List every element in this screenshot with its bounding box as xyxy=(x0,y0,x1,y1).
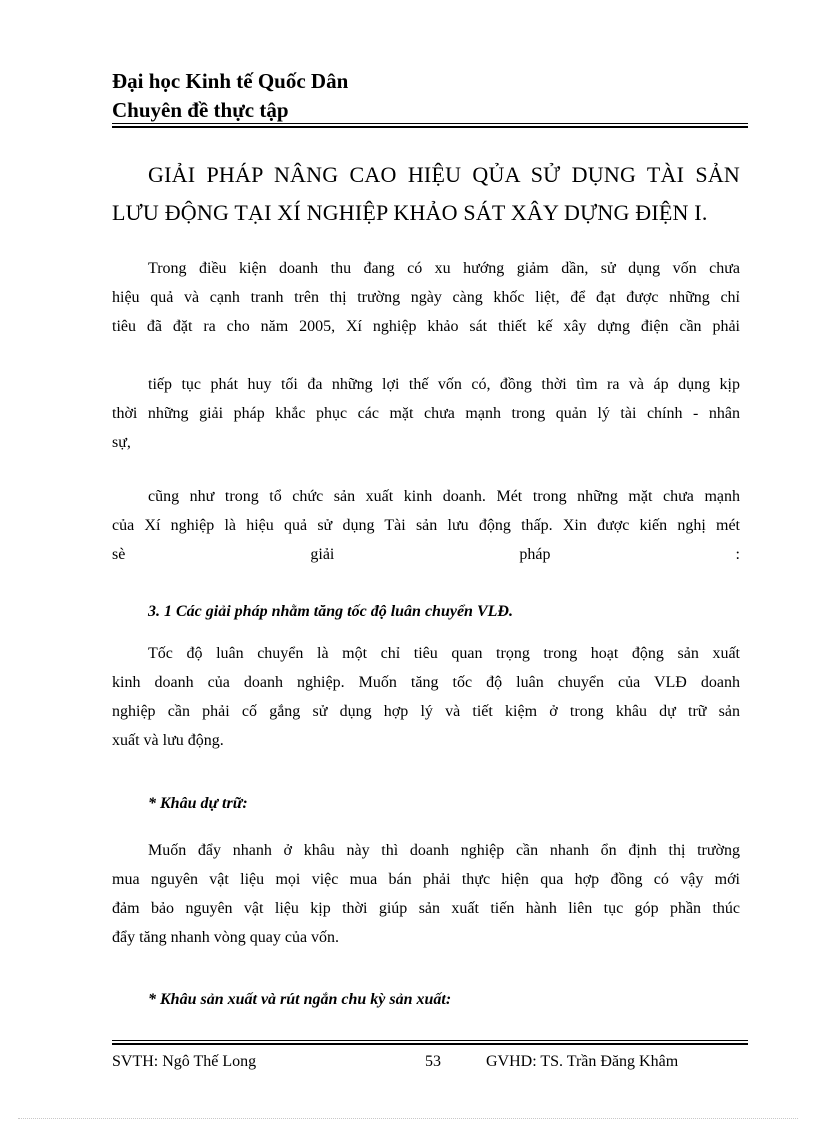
paragraph-line: sè giải pháp : xyxy=(112,546,740,563)
paragraph-4 xyxy=(112,639,740,755)
footer-rule-bottom xyxy=(112,1043,748,1045)
paragraph-2 xyxy=(112,370,740,457)
paragraph-line: mua nguyên vật liệu mọi việc mua bán phải thực hiện qua hợp đồng có vậy mới xyxy=(112,871,740,888)
footer-rule-top xyxy=(112,1040,748,1041)
title-line-2: LƯU ĐỘNG TẠI XÍ NGHIỆP KHẢO SÁT XÂY DỰNG ĐIỆN I. xyxy=(112,200,708,225)
paragraph-line: kinh doanh của doanh nghiệp. Muốn tăng tốc độ luân chuyển của VLĐ doanh xyxy=(112,674,740,691)
header-university: Đại học Kinh tế Quốc Dân xyxy=(112,69,349,93)
paragraph-line: đẩy tăng nhanh vòng quay của vốn. xyxy=(112,929,340,946)
subheading-reserve: * Khâu dự trữ: xyxy=(148,795,248,812)
header-rule-bottom xyxy=(112,126,748,128)
paragraph-line: hiệu quả và cạnh tranh trên thị trường ngày càng khốc liệt, để đạt được những chỉ xyxy=(112,289,740,306)
footer-page-number: 53 xyxy=(425,1053,441,1070)
title-line-1: GIẢI PHÁP NÂNG CAO HIỆU QỦA SỬ DỤNG TÀI SẢN xyxy=(148,162,740,187)
paragraph-line: sự, xyxy=(112,434,131,451)
subheading-production: * Khâu sản xuất và rút ngắn chu kỳ sản xuất: xyxy=(148,991,452,1008)
footer-student: SVTH: Ngô Thế Long xyxy=(112,1053,257,1070)
paragraph-line: cũng như trong tổ chức sản xuất kinh doanh. Mét trong những mặt chưa mạnh xyxy=(148,488,740,505)
paragraph-line: đảm bảo nguyên vật liệu kịp thời giúp sản xuất tiến hành liên tục góp phần thúc xyxy=(112,900,740,917)
paragraph-line: tiêu đã đặt ra cho năm 2005, Xí nghiệp khảo sát thiết kế xây dựng điện cần phải xyxy=(112,318,740,335)
paragraph-1 xyxy=(112,254,740,341)
paragraph-line: tiếp tục phát huy tối đa những lợi thế vốn có, đồng thời tìm ra và áp dụng kịp xyxy=(148,376,740,393)
header-rule-top xyxy=(112,123,748,124)
document-title xyxy=(112,156,740,232)
footer-advisor: GVHD: TS. Trần Đăng Khâm xyxy=(486,1053,679,1070)
section-heading-3-1: 3. 1 Các giải pháp nhằm tăng tốc độ luân chuyển VLĐ. xyxy=(148,603,513,620)
paragraph-line: nghiệp cần phải cố gắng sử dụng hợp lý và tiết kiệm ở trong khâu dự trữ sản xyxy=(112,703,740,720)
paragraph-line: của Xí nghiệp là hiệu quả sử dụng Tài sản lưu động thấp. Xin được kiến nghị mét xyxy=(112,517,740,534)
paragraph-line: Muốn đẩy nhanh ở khâu này thì doanh nghiệp cần nhanh ổn định thị trường xyxy=(148,842,740,859)
paragraph-line: Trong điều kiện doanh thu đang có xu hướng giảm dần, sử dụng vốn chưa xyxy=(148,260,740,277)
paragraph-3 xyxy=(112,482,740,569)
header-subtitle: Chuyên đề thực tập xyxy=(112,98,289,122)
paragraph-line: Tốc độ luân chuyển là một chỉ tiêu quan trọng trong hoạt động sản xuất xyxy=(148,645,740,662)
paragraph-line: thời những giải pháp khắc phục các mặt chưa mạnh trong quản lý tài chính - nhân xyxy=(112,405,740,422)
paragraph-line: xuất và lưu động. xyxy=(112,732,224,749)
paragraph-5 xyxy=(112,836,740,952)
page-bottom-divider xyxy=(18,1118,798,1119)
